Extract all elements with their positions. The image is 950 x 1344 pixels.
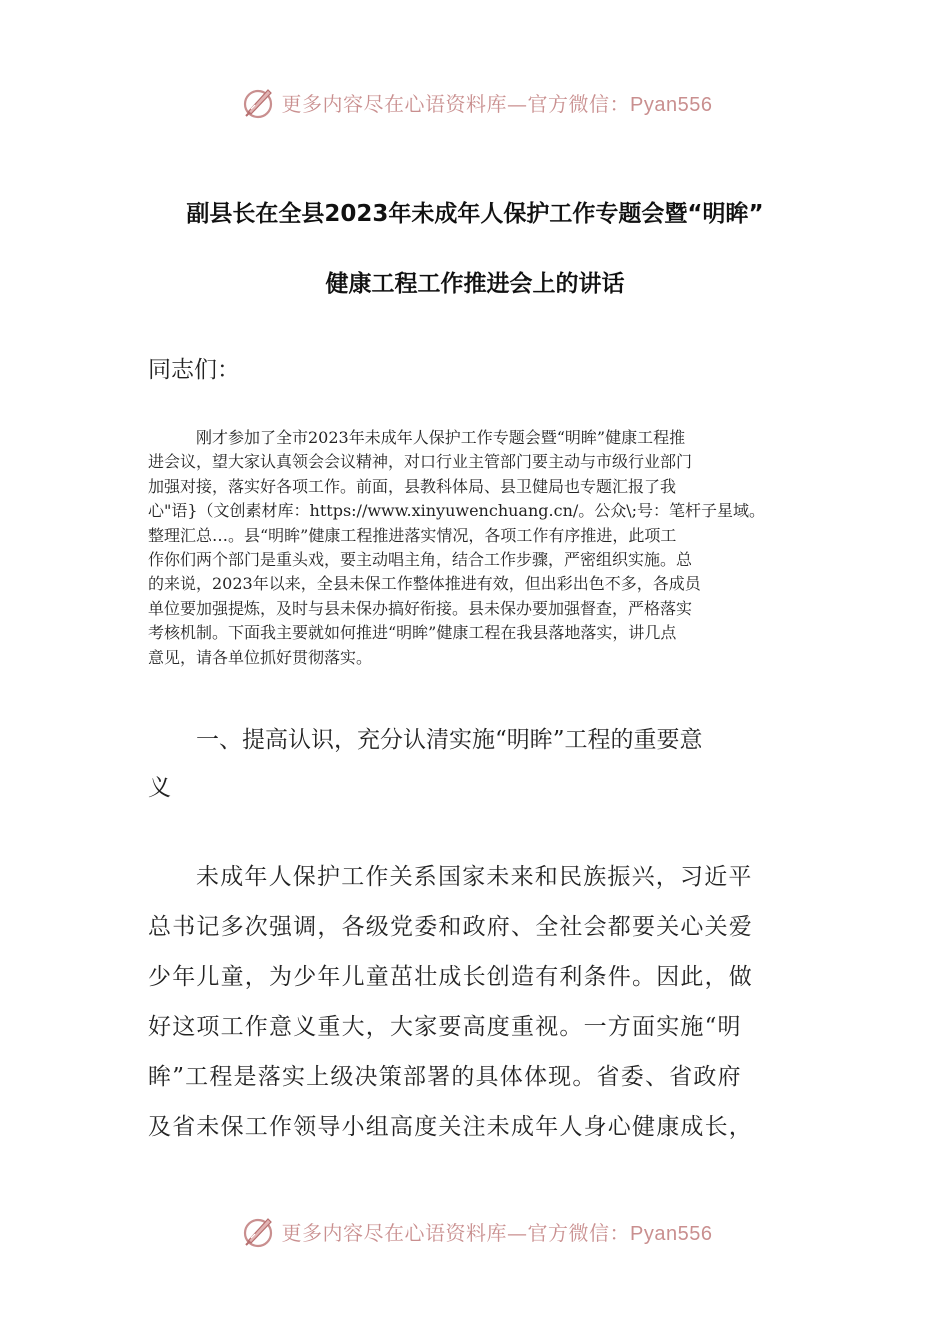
section-1-heading: [148, 716, 798, 812]
intro-line: 心"语}（文创素材库：https://www.xinyuwenchuang.cn/。公众\;号：笔杆子星域。: [148, 501, 766, 521]
header-watermark-text: 更多内容尽在心语资料库—官方微信：Pyan556: [281, 91, 713, 116]
intro-line: 单位要加强提炼，及时与县未保办搞好衔接。县未保办要加强督查，严格落实: [148, 598, 693, 618]
section-1-body-paragraph: [148, 852, 798, 1152]
header-watermark-banner: [0, 82, 950, 122]
intro-line: 作你们两个部门是重头戏，要主动唱主角，结合工作步骤，严密组织实施。总: [148, 550, 693, 570]
quill-logo-icon: [238, 1211, 278, 1251]
body-line: 好这项工作意义重大，大家要高度重视。一方面实施“明: [148, 1014, 742, 1040]
intro-line: 进会议，望大家认真领会会议精神，对口行业主管部门要主动与市级行业部门: [148, 452, 693, 472]
body-line: 及省未保工作领导小组高度关注未成年人身心健康成长，: [148, 1114, 753, 1140]
intro-line: 整理汇总…。县“明眸”健康工程推进落实情况，各项工作有序推进，此项工: [148, 525, 677, 545]
document-title-line-1: 副县长在全县2023年未成年人保护工作专题会暨“明眸”: [186, 201, 764, 227]
section-heading-line: 义: [148, 775, 171, 801]
body-line: 总书记多次强调，各级党委和政府、全社会都要关心关爱: [148, 914, 753, 940]
intro-line: 考核机制。下面我主要就如何推进“明眸”健康工程在我县落地落实，讲几点: [148, 623, 677, 643]
body-line: 未成年人保护工作关系国家未来和民族振兴，习近平: [196, 864, 753, 890]
intro-line: 的来说，2023年以来，全县未保工作整体推进有效，但出彩出色不多，各成员: [148, 574, 701, 594]
intro-line: 刚才参加了全市2023年未成年人保护工作专题会暨“明眸”健康工程推: [196, 428, 686, 447]
intro-line: 加强对接，落实好各项工作。前面，县教科体局、县卫健局也专题汇报了我: [148, 476, 677, 496]
body-line: 少年儿童，为少年儿童茁壮成长创造有利条件。因此，做: [148, 964, 753, 990]
body-line: 眸”工程是落实上级决策部署的具体体现。省委、省政府: [148, 1064, 742, 1090]
intro-paragraph: [148, 426, 818, 670]
salutation: 同志们：: [148, 357, 240, 383]
quill-logo-icon: [238, 82, 278, 122]
document-title-line-2: 健康工程工作推进会上的讲话: [325, 271, 625, 297]
intro-line: 意见，请各单位抓好贯彻落实。: [148, 647, 373, 667]
footer-watermark-text: 更多内容尽在心语资料库—官方微信：Pyan556: [281, 1220, 713, 1245]
footer-watermark-banner: [0, 1211, 950, 1251]
section-heading-line: 一、提高认识，充分认清实施“明眸”工程的重要意: [196, 727, 703, 753]
